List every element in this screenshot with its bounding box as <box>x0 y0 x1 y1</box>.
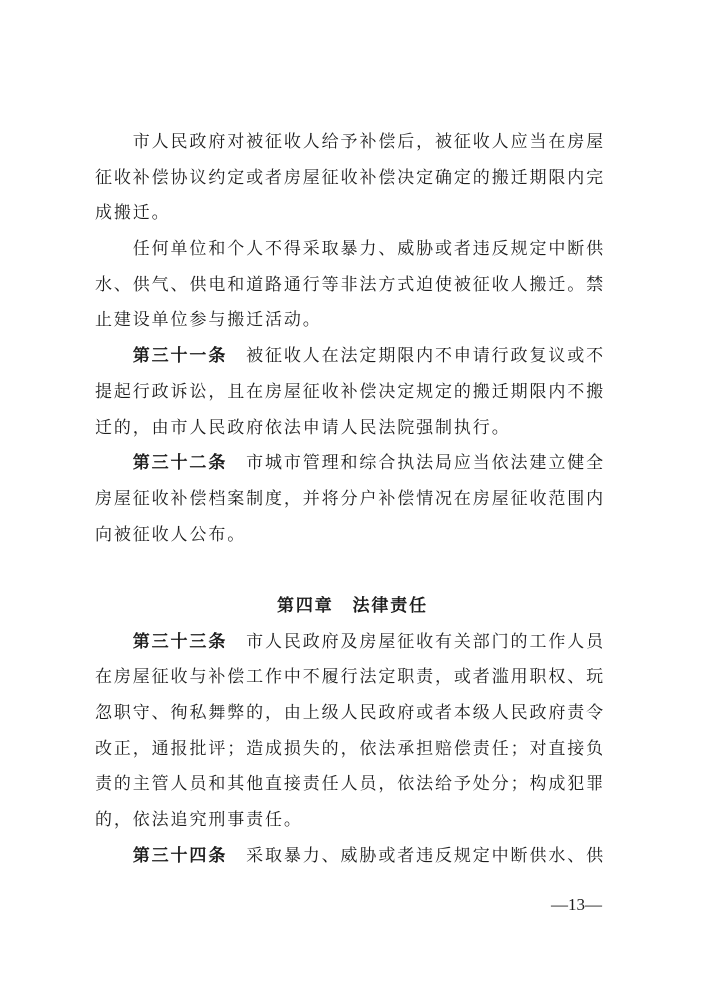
paragraph-1-line-3: 成搬迁。 <box>95 203 171 224</box>
article-32-title: 第三十二条 <box>132 453 228 474</box>
article-34-title: 第三十四条 <box>132 845 228 866</box>
article-33-line-1 <box>95 625 610 661</box>
article-32-line-3: 向被征收人公布。 <box>95 524 247 545</box>
chapter-spacer <box>95 553 610 589</box>
article-34-text: 采取暴力、威胁或者违反规定中断供水、供 <box>246 845 606 866</box>
article-33-title: 第三十三条 <box>132 631 228 652</box>
paragraph-2-line-3: 止建设单位参与搬迁活动。 <box>95 310 322 331</box>
page-number: —13— <box>551 895 602 914</box>
article-33-text: 市人民政府及房屋征收有关部门的工作人员 <box>246 631 606 652</box>
article-33-line-5: 责的主管人员和其他直接责任人员，依法给予处分；构成犯罪 <box>95 774 606 795</box>
paragraph-2-line-2: 水、供气、供电和道路通行等非法方式迫使被征收人搬迁。禁 <box>95 274 606 295</box>
article-32-line-2: 房屋征收补偿档案制度，并将分户补偿情况在房屋征收范围内 <box>95 488 606 509</box>
article-33-line-6: 的，依法追究刑事责任。 <box>95 810 303 831</box>
article-33-line-3: 忽职守、徇私舞弊的，由上级人民政府或者本级人民政府责令 <box>95 703 606 723</box>
article-34-line-1 <box>95 839 610 875</box>
article-31-line-1 <box>95 339 610 375</box>
article-31-title: 第三十一条 <box>132 346 228 367</box>
chapter-heading: 第四章 法律责任 <box>276 595 429 616</box>
article-31-line-3: 迁的，由市人民政府依法申请人民法院强制执行。 <box>95 417 511 438</box>
paragraph-1-line-2: 征收补偿协议约定或者房屋征收补偿决定确定的搬迁期限内完 <box>95 167 606 188</box>
article-31-line-2: 提起行政诉讼，且在房屋征收补偿决定规定的搬迁期限内不搬 <box>95 381 606 402</box>
article-32-line-1 <box>95 446 610 482</box>
document-body <box>95 125 610 874</box>
article-31-text: 被征收人在法定期限内不申请行政复议或不 <box>246 346 606 367</box>
paragraph-2-line-1: 任何单位和个人不得采取暴力、威胁或者违反规定中断供 <box>132 239 606 260</box>
article-32-text: 市城市管理和综合执法局应当依法建立健全 <box>246 453 606 474</box>
article-33-line-2: 在房屋征收与补偿工作中不履行法定职责，或者滥用职权、玩 <box>95 667 606 688</box>
article-33-line-4: 改正，通报批评；造成损失的，依法承担赔偿责任；对直接负 <box>95 738 606 759</box>
paragraph-1-line-1: 市人民政府对被征收人给予补偿后，被征收人应当在房屋 <box>132 132 606 152</box>
